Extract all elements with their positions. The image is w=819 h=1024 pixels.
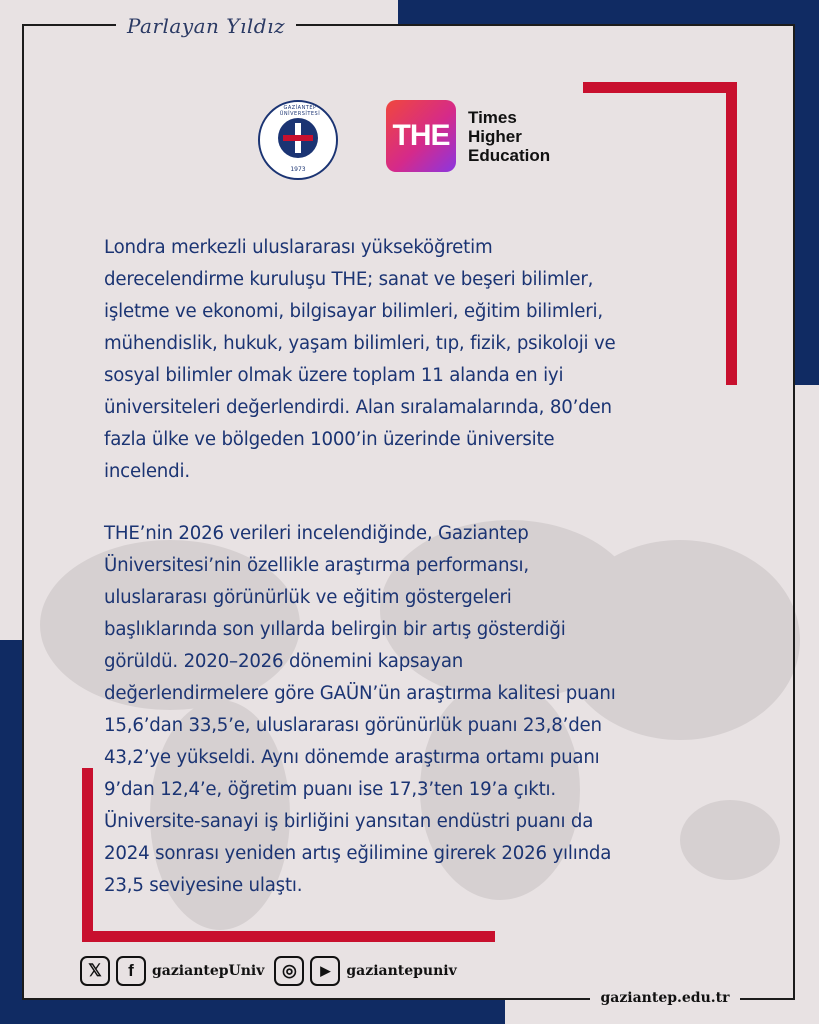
paragraph-2-line: 15,6’dan 33,5’e, uluslararası görünürlük puanı 23,8’den [104, 715, 602, 736]
paragraph-2-line: 23,5 seviyesine ulaştı. [104, 875, 303, 896]
facebook-icon[interactable]: f [116, 956, 146, 986]
navy-block-right [795, 0, 819, 385]
x-icon[interactable]: 𝕏 [80, 956, 110, 986]
website-link[interactable]: gaziantep.edu.tr [590, 986, 740, 1010]
navy-block-bottom-left [0, 1000, 505, 1024]
paragraph-2-line: görüldü. 2020–2026 dönemini kapsayan [104, 651, 464, 672]
paragraph-1-line: mühendislik, hukuk, yaşam bilimleri, tıp, fizik, psikoloji ve [104, 333, 616, 354]
paragraph-2-line: uluslararası görünürlük ve eğitim göstergeleri [104, 587, 512, 608]
the-wordmark-line: Higher [468, 127, 522, 146]
social-handle[interactable]: gaziantepUniv [152, 963, 265, 979]
paragraph-1-line: derecelendirme kuruluşu THE; sanat ve beşeri bilimler, [104, 269, 594, 290]
social-links [80, 954, 461, 988]
red-bracket-left [82, 768, 93, 942]
paragraph-2-line: 43,2’ye yükseldi. Aynı dönemde araştırma ortamı puanı [104, 747, 600, 768]
paragraph-2-line: Üniversitesi’nin özellikle araştırma performansı, [104, 555, 529, 576]
paragraph-gap [104, 488, 744, 518]
signature: Parlayan Yıldız [116, 6, 296, 46]
frame-left [22, 24, 24, 1000]
red-bracket-top [583, 82, 737, 93]
paragraph-1-line: üniversiteleri değerlendirdi. Alan sıralamalarında, 80’den [104, 397, 612, 418]
the-wordmark-line: Education [468, 146, 551, 165]
paragraph-1-line: işletme ve ekonomi, bilgisayar bilimleri, eğitim bilimleri, [104, 301, 603, 322]
paragraph-2-line: 2024 sonrası yeniden artış eğilimine girerek 2026 yılında [104, 843, 612, 864]
logo-emblem [278, 118, 318, 158]
paragraph-1-line: Londra merkezli uluslararası yükseköğretim [104, 237, 493, 258]
logo-year: 1973 [290, 166, 306, 173]
the-wordmark-line: Times [468, 108, 517, 127]
navy-block-top-right [398, 0, 819, 24]
article-body [104, 232, 744, 902]
youtube-icon[interactable]: ▶ [310, 956, 340, 986]
paragraph-2-line: Üniversite-sanayi iş birliğini yansıtan endüstri puanı da [104, 811, 594, 832]
logo-ring-text: GAZİANTEP ÜNİVERSİTESİ [279, 105, 321, 117]
frame-right [793, 24, 795, 1000]
paragraph-1-line: incelendi. [104, 461, 190, 482]
paragraph-2-line: THE’nin 2026 verileri incelendiğinde, Gaziantep [104, 523, 529, 544]
the-wordmark [468, 108, 588, 165]
gaziantep-university-logo [258, 100, 338, 180]
the-logo: THE [386, 100, 456, 172]
navy-block-left [0, 640, 22, 1024]
red-bracket-bottom [82, 931, 495, 942]
instagram-icon[interactable]: ◎ [274, 956, 304, 986]
frame-top-right [398, 24, 795, 26]
paragraph-2-line: başlıklarında son yıllarda belirgin bir artış gösterdiği [104, 619, 566, 640]
paragraph-2-line: 9’dan 12,4’e, öğretim puanı ise 17,3’ten 19’a çıktı. [104, 779, 556, 800]
paragraph-1-line: sosyal bilimler olmak üzere toplam 11 alanda en iyi [104, 365, 564, 386]
paragraph-2-line: değerlendirmelere göre GAÜN’ün araştırma kalitesi puanı [104, 683, 616, 704]
paragraph-1-line: fazla ülke ve bölgeden 1000’in üzerinde üniversite [104, 429, 555, 450]
social-handle[interactable]: gaziantepuniv [346, 963, 457, 979]
